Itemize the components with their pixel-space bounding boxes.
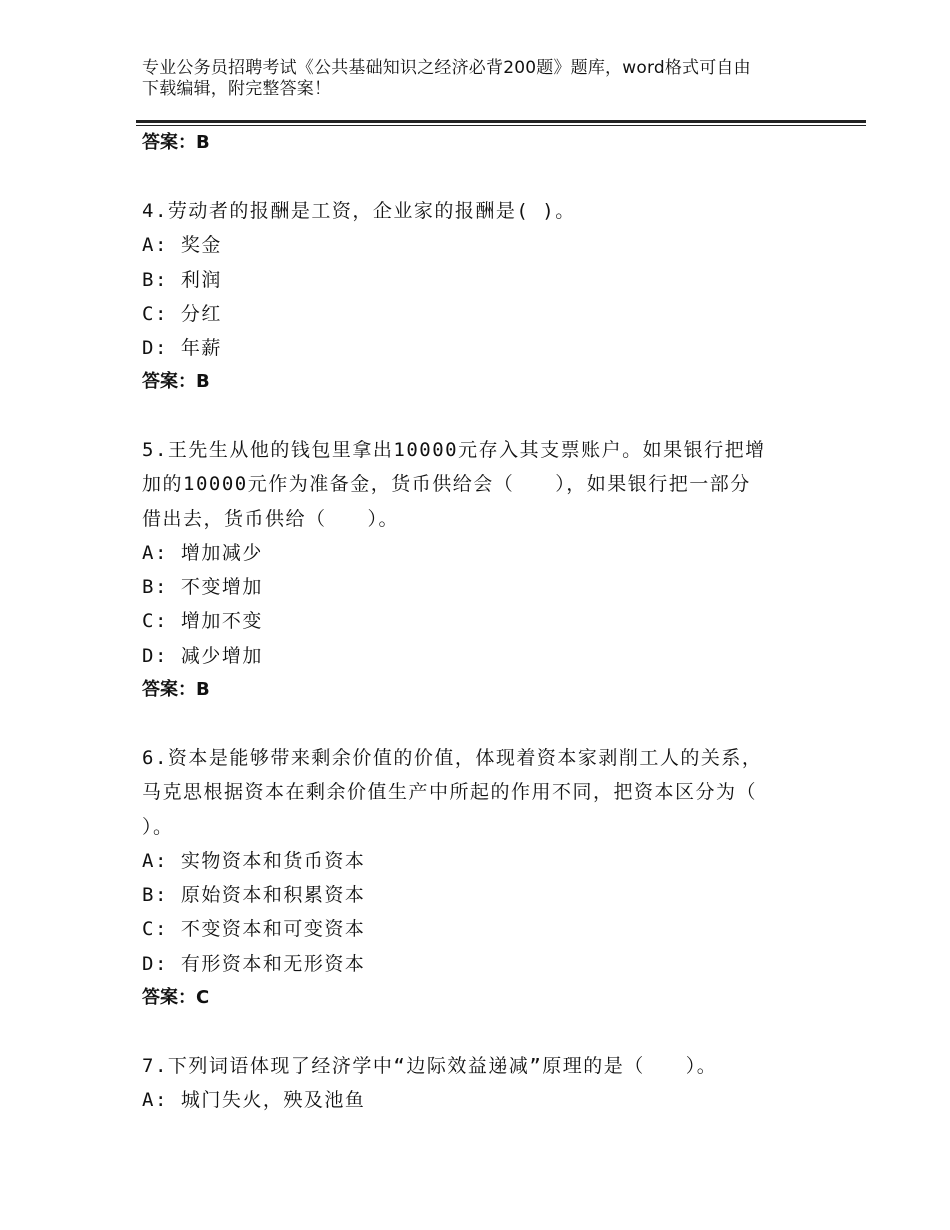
question-6 — [142, 741, 802, 1015]
question-5 — [142, 433, 802, 707]
option-d: D: 年薪 — [142, 337, 222, 360]
answer-label: 答案：C — [142, 987, 210, 1009]
option-d: D: 有形资本和无形资本 — [142, 952, 366, 975]
answer-label: 答案：B — [142, 679, 210, 701]
option-c: C: 增加不变 — [142, 610, 263, 633]
header-rule-thick — [136, 120, 866, 123]
question-text-line-2: 加的10000元作为准备金，货币供给会（ ），如果银行把一部分 — [142, 473, 751, 496]
header-line-1: 专业公务员招聘考试《公共基础知识之经济必背200题》题库，word格式可自由 — [142, 58, 751, 78]
answer-label: 答案：B — [142, 132, 210, 153]
option-d: D: 减少增加 — [142, 644, 263, 667]
answer-label: 答案：B — [142, 371, 210, 393]
question-text: 7.下列词语体现了经济学中“边际效益递减”原理的是（ ）。 — [142, 1055, 718, 1077]
document-header — [142, 58, 822, 100]
option-a: A: 奖金 — [142, 234, 222, 257]
option-a: A: 城门失火，殃及池鱼 — [142, 1089, 366, 1112]
question-text: 4.劳动者的报酬是工资，企业家的报酬是( )。 — [142, 200, 576, 222]
previous-answer-block — [142, 126, 802, 160]
header-line-2: 下载编辑，附完整答案！ — [142, 79, 332, 99]
option-a: A: 增加减少 — [142, 541, 263, 564]
question-text-line-3: 借出去，货币供给（ ）。 — [142, 507, 400, 530]
question-text-line-1: 5.王先生从他的钱包里拿出10000元存入其支票账户。如果银行把增 — [142, 439, 766, 461]
question-text-line-3: ）。 — [142, 815, 174, 838]
option-c: C: 不变资本和可变资本 — [142, 918, 366, 941]
question-text-line-1: 6.资本是能够带来剩余价值的价值，体现着资本家剥削工人的关系， — [142, 747, 763, 769]
option-b: B: 原始资本和积累资本 — [142, 884, 366, 907]
question-4 — [142, 194, 802, 399]
option-b: B: 不变增加 — [142, 576, 263, 599]
question-text-line-2: 马克思根据资本在剩余价值生产中所起的作用不同，把资本区分为（ — [142, 781, 758, 804]
option-b: B: 利润 — [142, 268, 222, 291]
option-a: A: 实物资本和货币资本 — [142, 849, 366, 872]
option-c: C: 分红 — [142, 302, 222, 325]
question-7 — [142, 1049, 802, 1118]
